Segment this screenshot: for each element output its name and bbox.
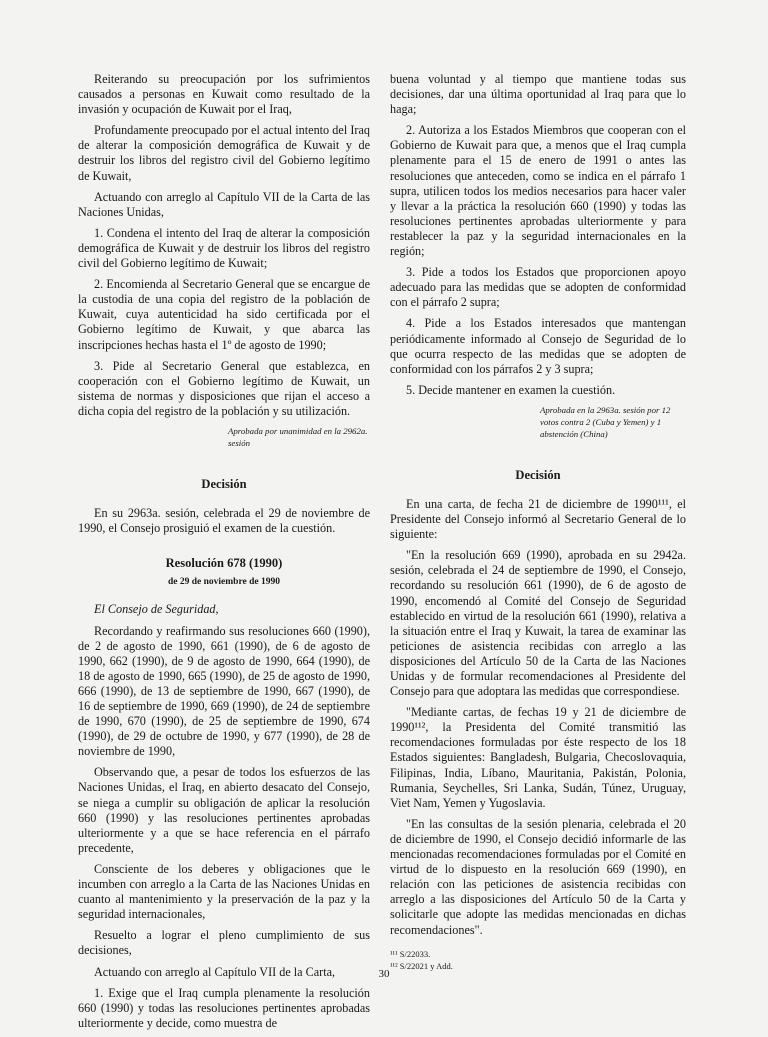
paragraph: "Mediante cartas, de fechas 19 y 21 de diciembre de 1990¹¹², la Presidenta del Comité transmitió las recomendaciones formuladas por éste respecto de los 18 Estados siguientes: Bangladesh, Bulgaria, Checoslovaquia, Filipinas, India, Líbano, Mauritania, Pakistán, Polonia, Rumania, Seychelles, Sri Lanka, Sudán, Túnez, Uruguay, Viet Nam, Yemen y Yugoslavia. — [390, 705, 686, 810]
resolution-date: de 29 de noviembre de 1990 — [168, 577, 280, 588]
paragraph: "En la resolución 669 (1990), aprobada en su 2942a. sesión, celebrada el 24 de septiembre de 1990, el Consejo, recordando su resolución 661 (1990), de 6 de agosto de 1990, encomendó al Comité del Consejo de Seguridad establecido en virtud de la resolución 661 (1990), relativa a la situación entre el Iraq y Kuwait, la tarea de examinar las peticiones de asistencia recibidas con arreglo a las disposiciones del Artículo 50 de la Carta de las Naciones Unidas y de formular recomendaciones al Presidente del Consejo para que adoptara las medidas que correspondiese. — [390, 548, 686, 699]
adoption-note: Aprobada en la 2963a. sesión por 12 votos contra 2 (Cuba y Yemen) y 1 abstención (China) — [540, 404, 671, 439]
paragraph: Recordando y reafirmando sus resoluciones 660 (1990), de 2 de agosto de 1990, 661 (1990), de 6 de agosto de 1990, 662 (1990), de 9 de agosto de 1990, 664 (1990), de 18 de agosto de 1990, 665 (1990), de 25 de agosto de 1990, 666 (1990), de 13 de septiembre de 1990, 667 (1990), de 16 de septiembre de 1990, 669 (1990), de 24 de septiembre de 1990, 670 (1990), de 25 de septiembre de 1990, 674 (1990), de 29 de octubre de 1990, y 677 (1990), de 28 de noviembre de 1990, — [78, 623, 370, 759]
paragraph: Profundamente preocupado por el actual intento del Iraq de alterar la composición demográfica de Kuwait y de destruir los libros del registro civil del Gobierno legítimo de Kuwait, — [78, 123, 370, 183]
paragraph: 1. Exige que el Iraq cumpla plenamente la resolución 660 (1990) y todas las resoluciones pertinentes aprobadas ulteriormente y decide, como muestra de — [78, 985, 370, 1030]
paragraph: "En las consultas de la sesión plenaria, celebrada el 20 de diciembre de 1990, el Consejo decidió informarle de las mencionadas recomendaciones formuladas por el Comité en virtud de lo dispuesto en la resolución 669 (1990), en relación con las peticiones de asistencia recibidas con arreglo a las disposiciones del Artículo 50 de la Carta y solicitarle que adopte las medidas mencionadas en dichas recomendaciones". — [390, 816, 686, 937]
resolution-title: Resolución 678 (1990) — [165, 556, 283, 571]
paragraph: buena voluntad y al tiempo que mantiene todas sus decisiones, dar una última oportunidad al Iraq para que lo haga; — [390, 72, 686, 117]
paragraph: 5. Decide mantener en examen la cuestión. — [406, 382, 616, 397]
adoption-note: Aprobada por unanimidad en la 2962a. sesión — [228, 425, 368, 448]
paragraph: Observando que, a pesar de todos los esfuerzos de las Naciones Unidas, el Iraq, en abierto desacato del Consejo, se niega a cumplir su obligación de aplicar la resolución 660 (1990) y las resoluciones pertinentes aprobadas ulteriormente y a que se hace referencia en el párrafo precedente, — [78, 765, 370, 855]
paragraph: 3. Pide a todos los Estados que proporcionen apoyo adecuado para las medidas que se adopten de conformidad con el párrafo 2 supra; — [390, 265, 686, 310]
right-column — [390, 72, 686, 978]
decision-heading: Decisión — [515, 467, 561, 482]
paragraph: 2. Autoriza a los Estados Miembros que cooperan con el Gobierno de Kuwait para que, a menos que el Iraq cumpla plenamente para el 15 de enero de 1991 o antes las resoluciones que anteceden, como se indica en el párrafo 1 supra, utilicen todos los medios necesarios para hacer valer y llevar a la práctica la resolución 660 (1990) y todas las resoluciones pertinentes aprobadas ulteriormente y para restablecer la paz y la seguridad internacionales en la región; — [390, 123, 686, 259]
footnote: ¹¹² S/22021 y Add. — [390, 960, 453, 971]
paragraph: 4. Pide a los Estados interesados que mantengan periódicamente informado al Consejo de Seguridad de lo que ocurra respecto de las medidas que se adopten de conformidad con los párrafos 2 y 3 supra; — [390, 316, 686, 376]
decision-heading: Decisión — [201, 476, 247, 491]
paragraph: Actuando con arreglo al Capítulo VII de la Carta, — [94, 964, 336, 979]
paragraph: 3. Pide al Secretario General que establezca, en cooperación con el Gobierno legítimo de Kuwait, un sistema de normas y disposiciones que rijan el acceso a dicha copia del registro de la población y su utilización. — [78, 358, 370, 418]
footnote: ¹¹¹ S/22033. — [390, 948, 431, 959]
paragraph: Resuelto a lograr el pleno cumplimiento de sus decisiones, — [78, 928, 370, 958]
paragraph: 1. Condena el intento del Iraq de alterar la composición demográfica de Kuwait y de destruir los libros del registro civil del Gobierno legítimo de Kuwait; — [78, 225, 370, 271]
paragraph: Consciente de los deberes y obligaciones que le incumben con arreglo a la Carta de las Naciones Unidas en cuanto al mantenimiento y la preservación de la paz y la seguridad internacionales, — [78, 861, 370, 922]
paragraph: 2. Encomienda al Secretario General que se encargue de la custodia de una copia del registro de la población de Kuwait, cuya autenticidad ha sido certificada por el Gobierno legítimo de Kuwait, y que abarca las inscripciones hechas hasta el 1º de agosto de 1990; — [78, 277, 370, 352]
paragraph: Actuando con arreglo al Capítulo VII de la Carta de las Naciones Unidas, — [78, 189, 370, 219]
left-column — [78, 72, 370, 1037]
paragraph: En una carta, de fecha 21 de diciembre de 1990¹¹¹, el Presidente del Consejo informó al Secretario General de lo siguiente: — [390, 496, 686, 542]
paragraph: En su 2963a. sesión, celebrada el 29 de noviembre de 1990, el Consejo prosiguió el examen de la cuestión. — [78, 506, 370, 536]
paragraph: Reiterando su preocupación por los sufrimientos causados a personas en Kuwait como resultado de la invasión y ocupación de Kuwait por el Iraq, — [78, 72, 370, 117]
paragraph: El Consejo de Seguridad, — [94, 602, 219, 617]
page-number: 30 — [378, 968, 390, 980]
